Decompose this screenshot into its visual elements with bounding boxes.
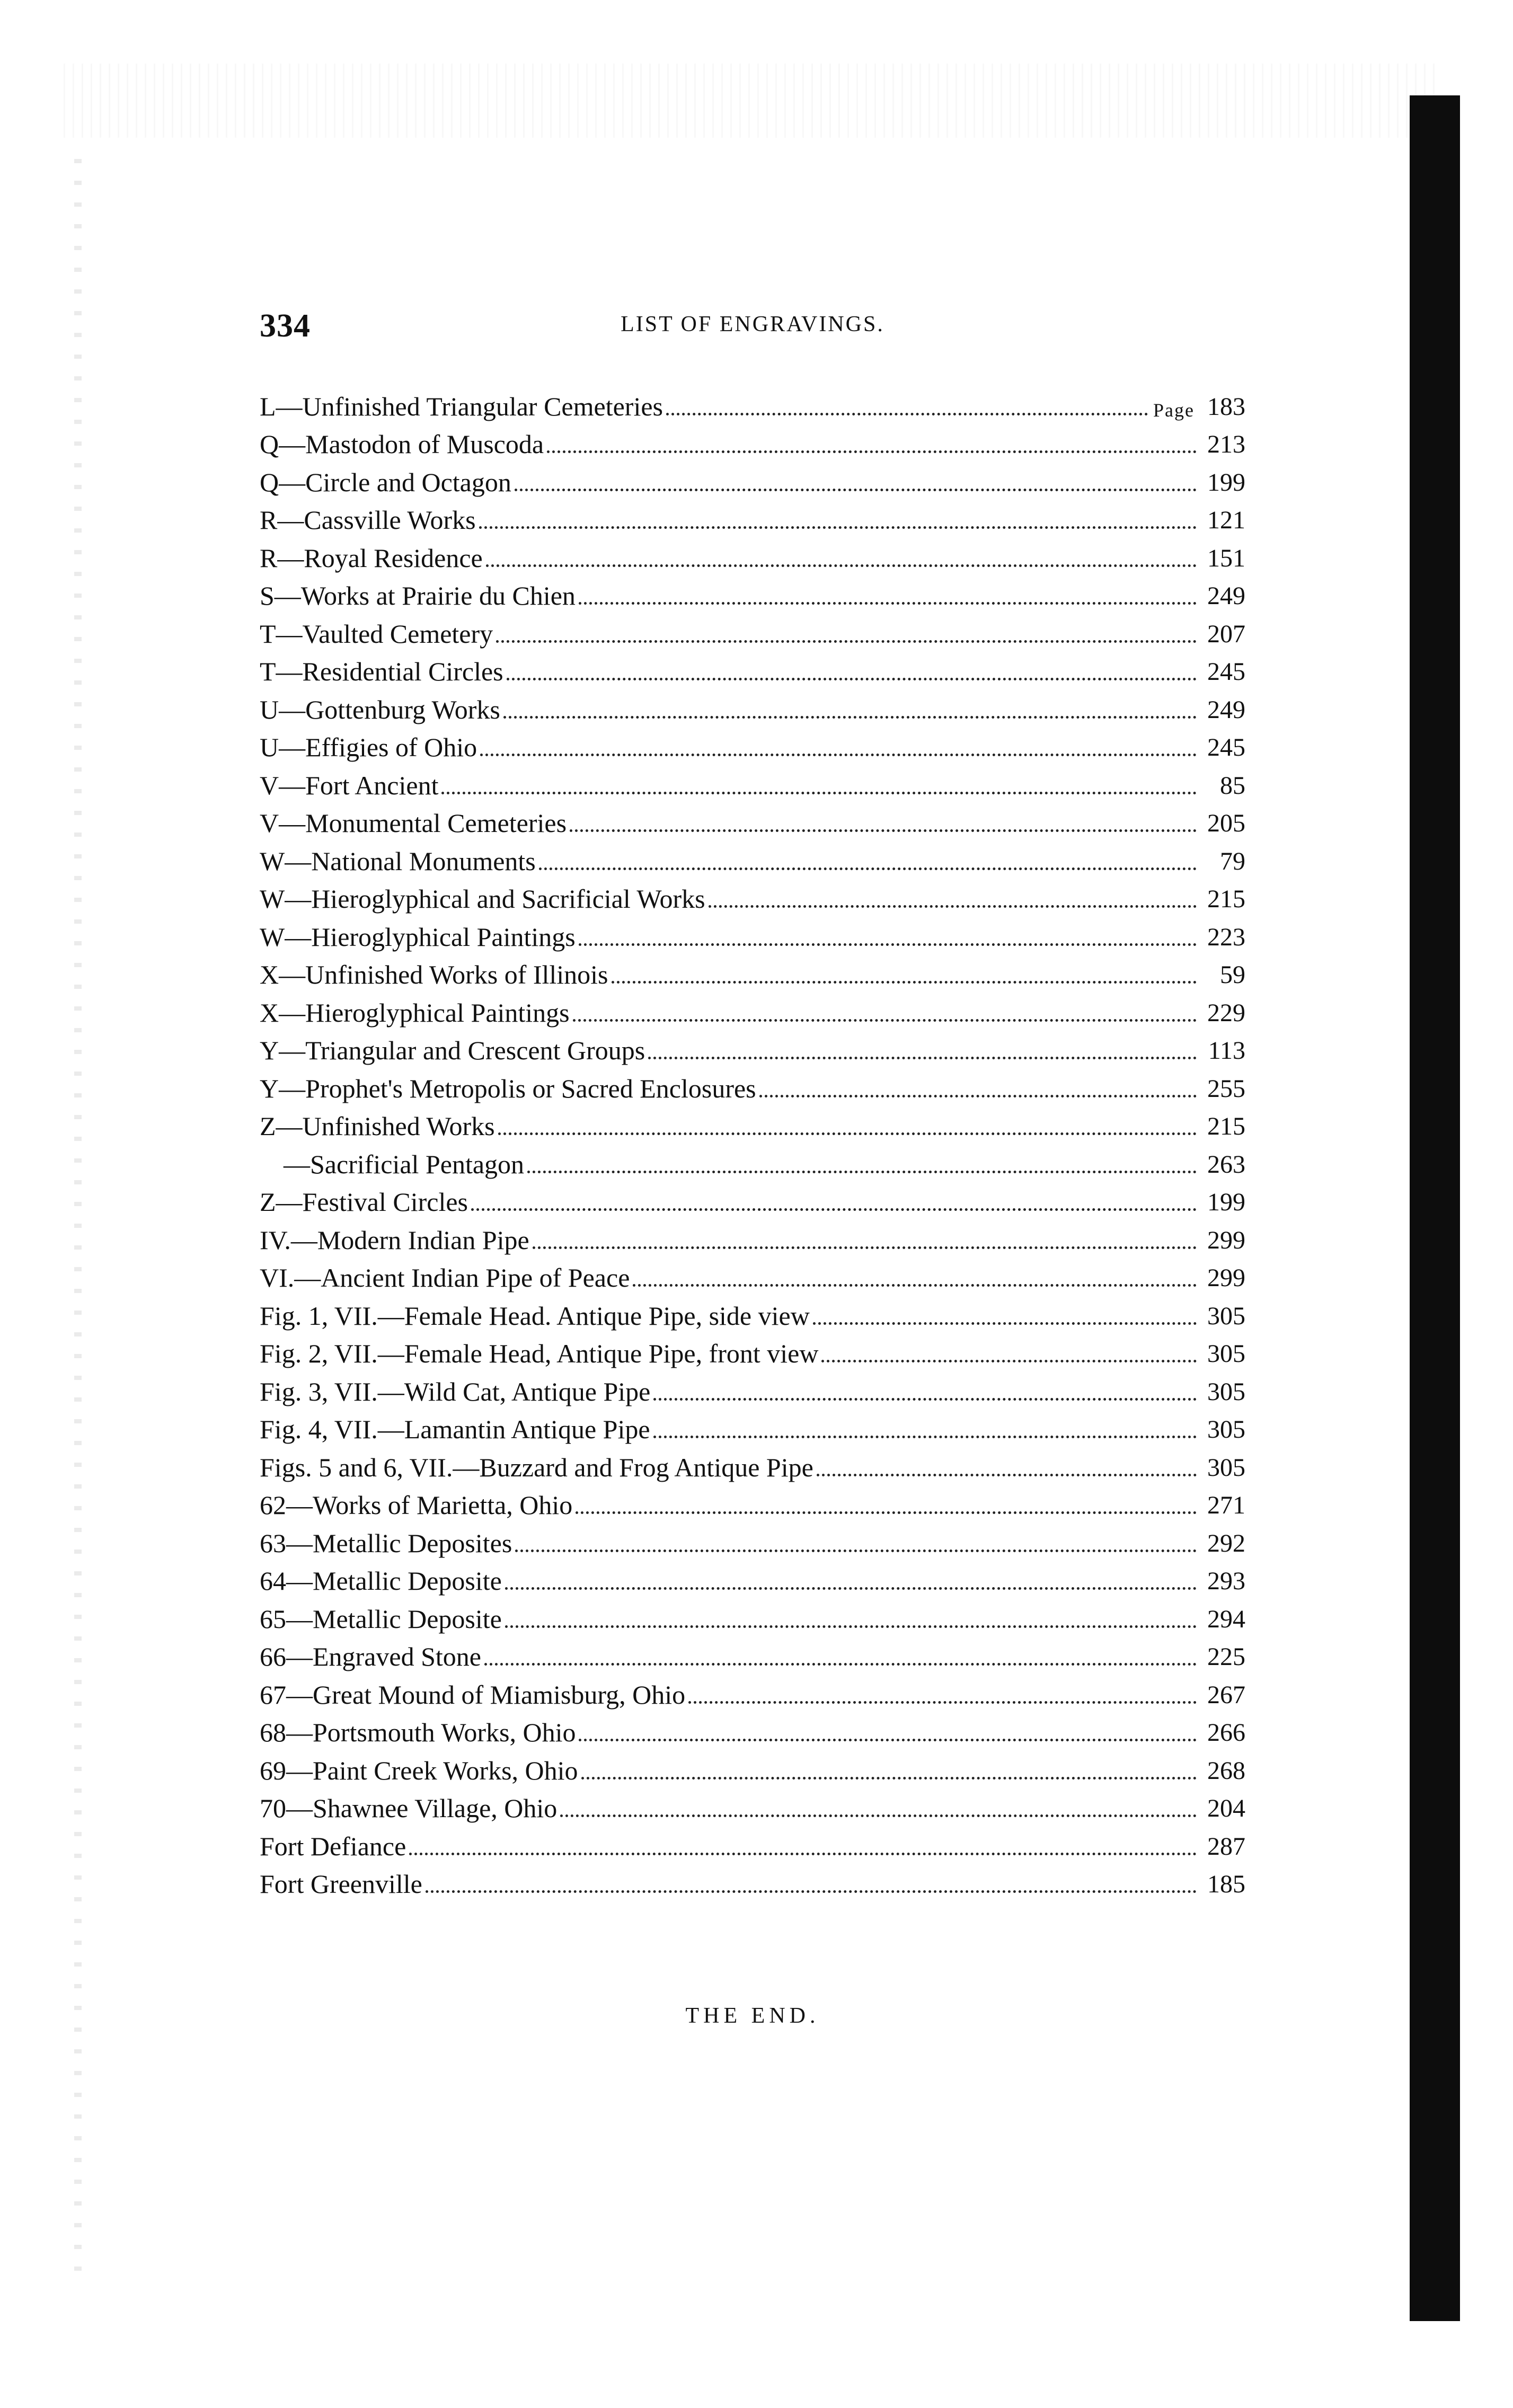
list-item: [260, 1178, 1245, 1216]
list-item: [260, 1026, 1245, 1064]
entry-title: 63—Metallic Deposites: [260, 1528, 512, 1558]
list-item: [260, 1481, 1245, 1519]
dot-leader: [813, 1322, 1197, 1325]
entry-title: IV.—Modern Indian Pipe: [260, 1225, 529, 1255]
entry-title: Fig. 1, VII.—Female Head. Antique Pipe, side view: [260, 1300, 810, 1331]
dot-leader: [579, 602, 1197, 605]
entry-title: R—Royal Residence: [260, 543, 483, 573]
engravings-list: [260, 382, 1245, 1897]
list-item: [260, 1329, 1245, 1367]
entry-title: Fig. 4, VII.—Lamantin Antique Pipe: [260, 1414, 650, 1444]
dot-leader: [821, 1360, 1197, 1362]
dot-leader: [426, 1890, 1197, 1893]
entry-title: Fort Defiance: [260, 1831, 406, 1861]
list-item: [260, 1442, 1245, 1481]
entry-page-number: 305: [1207, 1302, 1245, 1330]
entry-page-number: 121: [1207, 506, 1245, 534]
entry-title: Z—Festival Circles: [260, 1187, 468, 1217]
list-item: [260, 1594, 1245, 1632]
entry-page-number: 255: [1207, 1074, 1245, 1103]
list-item: [260, 1860, 1245, 1898]
page-header: [260, 307, 1245, 355]
dot-leader: [496, 640, 1197, 643]
entry-title: Q—Circle and Octagon: [260, 467, 511, 497]
dot-leader: [527, 1171, 1197, 1173]
entry-page-number: 249: [1207, 695, 1245, 724]
entry-page-number: 113: [1208, 1037, 1245, 1065]
list-item: [260, 1518, 1245, 1556]
entry-page-number: 266: [1207, 1719, 1245, 1747]
entry-page-number: 183: [1207, 392, 1245, 421]
entry-page-number: 204: [1207, 1794, 1245, 1822]
entry-title: —Sacrificial Pentagon: [284, 1149, 525, 1179]
list-item: [260, 685, 1245, 723]
entry-page-number: 245: [1207, 733, 1245, 762]
entry-page-number: 59: [1220, 961, 1245, 989]
entry-page-number: 199: [1207, 468, 1245, 497]
entry-page-number: 213: [1207, 430, 1245, 458]
list-item: [260, 457, 1245, 495]
entry-page-number: 205: [1207, 809, 1245, 837]
entry-title: W—National Monuments: [260, 846, 536, 876]
entry-title: L—Unfinished Triangular Cemeteries: [260, 391, 663, 421]
entry-title: U—Effigies of Ohio: [260, 732, 477, 762]
entry-title: U—Gottenburg Works: [260, 694, 500, 724]
dot-leader: [653, 1398, 1197, 1401]
entry-title: Y—Triangular and Crescent Groups: [260, 1035, 645, 1065]
list-item: [260, 1291, 1245, 1329]
entry-page-number: 199: [1207, 1188, 1245, 1216]
list-item: [260, 1670, 1245, 1708]
entry-page-number: 299: [1207, 1264, 1245, 1292]
the-end-label: THE END.: [685, 2004, 820, 2028]
entry-page-number: 223: [1207, 923, 1245, 951]
list-item: [260, 382, 1245, 420]
dot-leader: [503, 716, 1197, 719]
entry-page-number: 305: [1207, 1377, 1245, 1406]
entry-title: 68—Portsmouth Works, Ohio: [260, 1718, 576, 1747]
dot-leader: [505, 1625, 1197, 1628]
entry-title: S—Works at Prairie du Chien: [260, 581, 576, 610]
entry-title: 66—Engraved Stone: [260, 1642, 481, 1671]
list-item: [260, 1746, 1245, 1784]
dot-leader: [653, 1436, 1197, 1438]
list-item: [260, 571, 1245, 609]
dot-leader: [709, 905, 1197, 908]
dot-leader: [547, 450, 1197, 453]
entry-page-number: 305: [1207, 1453, 1245, 1482]
dot-leader: [570, 829, 1197, 832]
list-item: [260, 836, 1245, 874]
entry-page-number: 267: [1207, 1680, 1245, 1709]
entry-page-number: 299: [1207, 1226, 1245, 1254]
list-item: [260, 988, 1245, 1026]
entry-page-number: 263: [1207, 1150, 1245, 1179]
entry-title: Fig. 2, VII.—Female Head, Antique Pipe, front view: [260, 1339, 819, 1368]
page-edge-marks: [74, 159, 82, 2279]
entry-page-number: 207: [1207, 619, 1245, 648]
entry-title: 70—Shawnee Village, Ohio: [260, 1793, 558, 1823]
entry-title: X—Hieroglyphical Paintings: [260, 997, 570, 1028]
entry-title: 69—Paint Creek Works, Ohio: [260, 1755, 578, 1785]
list-item: [260, 950, 1245, 988]
entry-page-number: 305: [1207, 1415, 1245, 1444]
list-item: [260, 420, 1245, 458]
entry-title: 67—Great Mound of Miamisburg, Ohio: [260, 1679, 686, 1710]
entry-title: Q—Mastodon of Muscoda: [260, 429, 544, 459]
list-item: [260, 874, 1245, 913]
entry-page-number: 292: [1207, 1529, 1245, 1557]
dot-leader: [573, 1019, 1197, 1022]
entry-page-number: 287: [1207, 1832, 1245, 1861]
entry-page-number: 215: [1207, 885, 1245, 913]
dot-leader: [498, 1132, 1197, 1135]
list-item: [260, 912, 1245, 950]
dot-leader: [648, 1057, 1197, 1059]
binding-shadow: [1410, 95, 1460, 2321]
list-item: [260, 1632, 1245, 1670]
list-item: [260, 533, 1245, 571]
list-item: [260, 723, 1245, 761]
dot-leader: [579, 943, 1197, 946]
dot-leader: [471, 1208, 1197, 1211]
dot-leader: [666, 413, 1148, 415]
entry-page-number: 268: [1207, 1756, 1245, 1785]
list-item: [260, 495, 1245, 534]
page-number: 334: [260, 308, 311, 344]
list-item: [260, 760, 1245, 799]
entry-page-number: 271: [1207, 1491, 1245, 1519]
entry-page-number: 305: [1207, 1340, 1245, 1368]
entry-title: W—Hieroglyphical and Sacrificial Works: [260, 884, 705, 914]
dot-leader: [633, 1284, 1197, 1287]
list-item: [260, 1405, 1245, 1443]
entry-title: R—Cassville Works: [260, 505, 476, 535]
entry-title: 64—Metallic Deposite: [260, 1566, 502, 1596]
running-title: LIST OF ENGRAVINGS.: [621, 312, 884, 337]
entry-title: Z—Unfinished Works: [260, 1111, 495, 1141]
dot-leader: [560, 1814, 1197, 1817]
list-item: [260, 1784, 1245, 1822]
dot-leader: [507, 678, 1197, 680]
list-item: [260, 799, 1245, 837]
dot-leader: [579, 1739, 1197, 1741]
dot-leader: [515, 489, 1197, 491]
entry-title: T—Residential Circles: [260, 657, 503, 686]
dot-leader: [479, 526, 1197, 529]
list-item: [260, 609, 1245, 647]
dot-leader: [486, 564, 1197, 567]
dot-leader: [688, 1701, 1197, 1704]
dot-leader: [612, 981, 1197, 984]
entry-page-number: 215: [1207, 1112, 1245, 1140]
entry-title: Fort Greenville: [260, 1869, 422, 1899]
list-item: [260, 1821, 1245, 1860]
entry-page-number: 225: [1207, 1643, 1245, 1671]
entry-page-number: 293: [1207, 1567, 1245, 1595]
list-item: [260, 1139, 1245, 1178]
entry-title: V—Fort Ancient: [260, 770, 439, 800]
dot-leader: [515, 1550, 1197, 1552]
entry-page-number: 294: [1207, 1605, 1245, 1633]
entry-title: 65—Metallic Deposite: [260, 1604, 502, 1634]
list-item: [260, 647, 1245, 685]
dot-leader: [539, 867, 1197, 870]
dot-leader: [533, 1246, 1197, 1249]
entry-page-number: 185: [1207, 1870, 1245, 1898]
dot-leader: [441, 792, 1197, 794]
dot-leader: [759, 1095, 1197, 1097]
dot-leader: [480, 754, 1197, 756]
entry-title: Fig. 3, VII.—Wild Cat, Antique Pipe: [260, 1376, 651, 1406]
list-item: [260, 1253, 1245, 1291]
page-scan-speckle: [64, 64, 1441, 138]
entry-title: Y—Prophet's Metropolis or Sacred Enclosures: [260, 1073, 756, 1103]
entry-page-number: 245: [1207, 658, 1245, 686]
entry-title: 62—Works of Marietta, Ohio: [260, 1490, 573, 1520]
entry-page-number: 151: [1207, 544, 1245, 572]
entry-title: V—Monumental Cemeteries: [260, 808, 567, 838]
page-column-label: Page: [1153, 399, 1195, 421]
list-item: [260, 1064, 1245, 1102]
entry-title: W—Hieroglyphical Paintings: [260, 922, 576, 952]
entry-title: VI.—Ancient Indian Pipe of Peace: [260, 1263, 630, 1292]
list-item: [260, 1215, 1245, 1253]
entry-page-number: 85: [1220, 771, 1245, 800]
entry-title: X—Unfinished Works of Illinois: [260, 960, 608, 989]
list-item: [260, 1556, 1245, 1595]
dot-leader: [581, 1777, 1197, 1780]
list-item: [260, 1102, 1245, 1140]
list-item: [260, 1708, 1245, 1746]
dot-leader: [505, 1587, 1197, 1590]
dot-leader: [409, 1853, 1197, 1855]
entry-page-number: 229: [1207, 998, 1245, 1027]
entry-page-number: 79: [1220, 847, 1245, 875]
entry-title: T—Vaulted Cemetery: [260, 618, 493, 649]
entry-page-number: 249: [1207, 582, 1245, 610]
dot-leader: [817, 1474, 1197, 1476]
dot-leader: [576, 1511, 1197, 1514]
list-item: [260, 1367, 1245, 1405]
dot-leader: [484, 1663, 1197, 1666]
entry-title: Figs. 5 and 6, VII.—Buzzard and Frog Antique Pipe: [260, 1452, 813, 1482]
